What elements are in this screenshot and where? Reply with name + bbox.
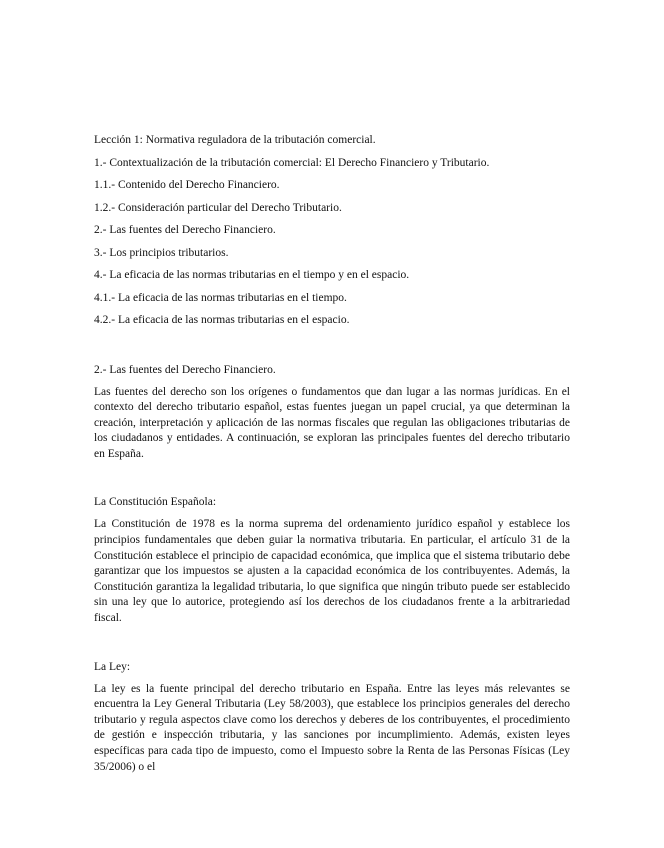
- section-paragraph: La ley es la fuente principal del derecho tributario en España. Entre las leyes más relevantes se encuentra la Ley General Tributaria (Ley 58/2003), que establece los principios generales del derecho tributario y regula aspectos clave como los derechos y deberes de los contribuyentes, el procedimiento de gestión e inspección tributaria, y las sanciones por incumplimiento. Además, existen leyes específicas para cada tipo de impuesto, como el Impuesto sobre la Renta de las Personas Físicas (Ley 35/2006) o el: [94, 682, 570, 773]
- toc: [94, 133, 570, 336]
- toc-item: 2.- Las fuentes del Derecho Financiero.: [94, 224, 276, 236]
- section-heading: La Ley:: [94, 660, 131, 673]
- toc-title: Lección 1: Normativa reguladora de la tributación comercial.: [94, 134, 376, 146]
- section-paragraph: La Constitución de 1978 es la norma suprema del ordenamiento jurídico español y establece los principios fundamentales que deben guiar la normativa tributaria. En particular, el artículo 31 de la Constitución establece el principio de capacidad económica, que implica que el sistema tributario debe garantizar que los impuestos se ajusten a la capacidad económica de los contribuyentes. Además, la Constitución garantiza la legalidad tributaria, lo que significa que ningún tributo puede ser establecido sin una ley que lo autorice, protegiendo así los derechos de los ciudadanos frente a la arbitrariedad fiscal.: [94, 518, 570, 625]
- toc-item: 1.- Contextualización de la tributación comercial: El Derecho Financiero y Tributario.: [94, 156, 490, 169]
- toc-item: 1.2.- Consideración particular del Derecho Tributario.: [94, 201, 342, 214]
- toc-item: 3.- Los principios tributarios.: [94, 246, 229, 259]
- section-fuentes: [94, 363, 570, 463]
- toc-item: 4.- La eficacia de las normas tributarias en el tiempo y en el espacio.: [94, 269, 410, 281]
- section-heading: 2.- Las fuentes del Derecho Financiero.: [94, 363, 276, 376]
- toc-item: 1.1.- Contenido del Derecho Financiero.: [94, 179, 280, 191]
- section-paragraph: Las fuentes del derecho son los orígenes o fundamentos que dan lugar a las normas jurídicas. En el contexto del derecho tributario español, estas fuentes juegan un papel crucial, ya que determinan la creación, interpretación y aplicación de las normas fiscales que regulan las obligaciones tributarias de los ciudadanos y entidades. A continuación, se exploran las principales fuentes del derecho tributario en España.: [94, 385, 570, 460]
- toc-item: 4.1.- La eficacia de las normas tributarias en el tiempo.: [94, 291, 347, 304]
- document-page: [94, 133, 570, 775]
- section-constitucion: [94, 495, 570, 626]
- section-ley: [94, 660, 570, 776]
- section-heading: La Constitución Española:: [94, 496, 217, 509]
- toc-item: 4.2.- La eficacia de las normas tributarias en el espacio.: [94, 314, 350, 326]
